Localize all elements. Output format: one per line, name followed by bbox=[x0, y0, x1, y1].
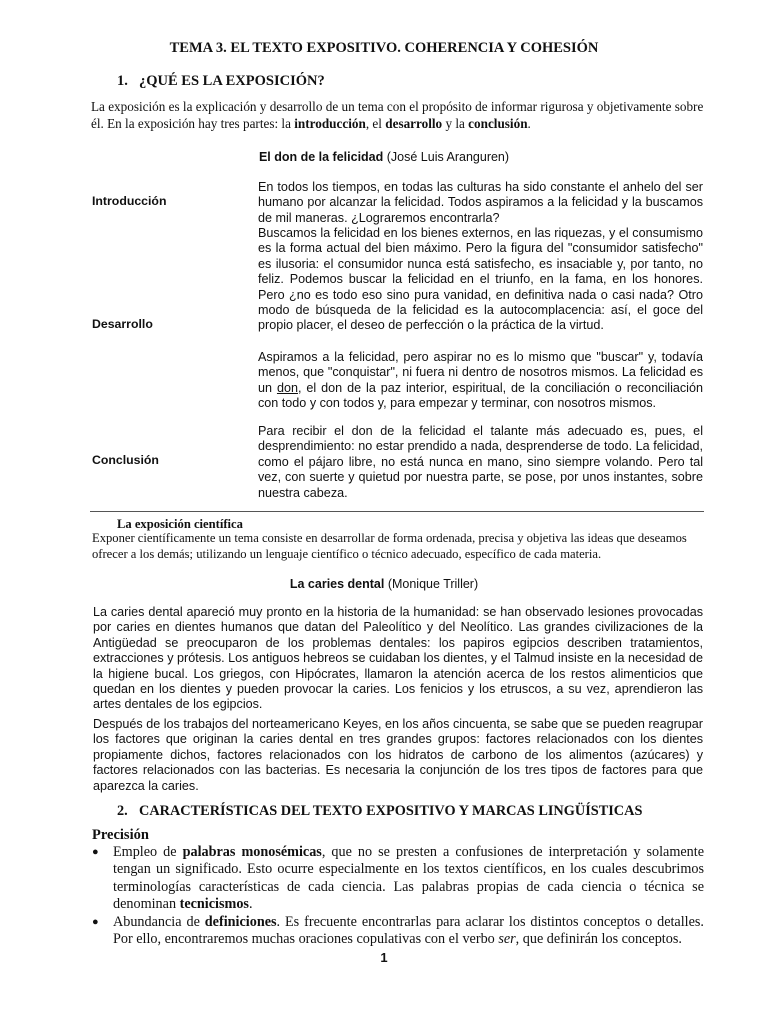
desarrollo-paragraph-1: Buscamos la felicidad en los bienes externos, en las riquezas, y el consumismo es la forma actual del bien máximo. Pero la figura del "consumidor satisfecho" es ilusoria: el consumidor nunca está satisfecho, es insaciable y, por tanto, no feliz. Podemos buscar la felicidad en el triunfo, en la fama, en los honores. Pero ¿no es todo eso sino pura vanidad, en definitiva nada o casi nada? Otro modo de búsqueda de la felicidad es la autocomplacencia: así, el goce del propio placer, el deseo de perfección o la práctica de la virtud. bbox=[258, 226, 703, 333]
intro-text: La exposición es la explicación y desarrollo de un tema con el propósito de informar rigurosa y objetivamente sobre él. En la exposición hay tres partes: la bbox=[91, 99, 704, 131]
characteristics-list bbox=[92, 844, 704, 948]
desarrollo-text: Aspiramos a la felicidad, pero aspirar no es lo mismo que "buscar" y, todavía menos, que "conquistar", ni fuera ni dentro de nosotros mismos. La felicidad es un bbox=[258, 350, 703, 395]
caries-paragraph-2: Después de los trabajos del norteamericano Keyes, en los años cincuenta, se sabe que se pueden reagrupar los factores que originan la caries dental en tres grandes grupos: factores relacionados con los dientes propiamente dichos, factores relacionados con los hidratos de carbono de los alimentos (azúcares) y factores relacionados con las bacterias. Es necesaria la conjunción de los tres tipos de factores para que aparezca la caries. bbox=[93, 717, 703, 793]
bullet-icon: ● bbox=[92, 915, 99, 928]
conclusion-paragraph: Para recibir el don de la felicidad el talante más adecuado es, pues, el desprendimiento: no estar prendido a nada, desprenderse de todo. La felicidad, como el pájaro libre, no está nunca en mano, sino siempre volando. Pero tal vez, con suerte y quietud por nuestra parte, se pose, por unos instantes, sobre nuestra cabeza. bbox=[258, 424, 703, 500]
list-text: Abundancia de bbox=[113, 913, 205, 930]
list-italic-text: ser bbox=[498, 931, 516, 948]
example-2-paragraph-2 bbox=[93, 717, 703, 794]
example-1-title bbox=[0, 150, 768, 164]
precision-subheading: Precisión bbox=[92, 827, 149, 843]
bullet-icon: ● bbox=[92, 846, 99, 858]
intro-paragraph-text: En todos los tiempos, en todas las culturas ha sido constante el anhelo del ser humano por alcanzar la felicidad. Todos aspiramos a la felicidad y la buscamos de mil maneras. ¿Lograremos encontrarla? bbox=[258, 180, 703, 225]
list-item bbox=[92, 914, 704, 949]
example-1-author: (José Luis Aranguren) bbox=[383, 150, 510, 164]
intro-paragraph bbox=[91, 99, 711, 132]
underlined-word-don: don bbox=[276, 380, 298, 395]
section-1-heading bbox=[117, 73, 325, 90]
list-bold-text: palabras monosémicas bbox=[182, 844, 322, 860]
desarrollo-text: , el don de la paz interior, espiritual, de la conciliación o reconciliación con todo y con todos y, para empezar y terminar, con nosotros mismos. bbox=[258, 380, 703, 411]
divider-line bbox=[90, 511, 704, 512]
list-bold-text: tecnicismos bbox=[179, 896, 249, 913]
list-text: . bbox=[248, 896, 253, 913]
desarrollo-paragraph-2 bbox=[258, 350, 703, 412]
intro-bold-conclusion: conclusión bbox=[468, 115, 528, 131]
page-number: 1 bbox=[380, 950, 388, 965]
list-text: Empleo de bbox=[113, 844, 183, 860]
section-1-title: ¿QUÉ ES LA EXPOSICIÓN? bbox=[139, 73, 325, 89]
intro-text: . bbox=[527, 115, 531, 131]
example-1-conclusion-text bbox=[258, 424, 703, 501]
intro-bold-desarrollo: desarrollo bbox=[385, 115, 443, 131]
section-2-title: CARACTERÍSTICAS DEL TEXTO EXPOSITIVO Y MARCAS LINGÜÍSTICAS bbox=[139, 803, 643, 819]
intro-text: y la bbox=[442, 115, 469, 131]
example-1-desarrollo-text-1 bbox=[258, 226, 703, 334]
label-desarrollo: Desarrollo bbox=[92, 317, 153, 331]
intro-text: , el bbox=[365, 115, 386, 131]
label-introduccion: Introducción bbox=[92, 194, 167, 208]
example-2-title bbox=[0, 577, 768, 591]
example-2-author: (Monique Triller) bbox=[384, 577, 479, 591]
section-2-heading bbox=[117, 803, 642, 820]
list-text: . Es frecuente encontrarlas para aclarar los distintos conceptos o detalles. Por ello, encontraremos muchas oraciones copulativas con el verbo bbox=[113, 913, 704, 948]
example-2-title-text: La caries dental bbox=[289, 577, 385, 591]
section-1-number: 1. bbox=[117, 73, 128, 89]
document-title: TEMA 3. EL TEXTO EXPOSITIVO. COHERENCIA Y COHESIÓN bbox=[169, 40, 599, 56]
list-item bbox=[92, 844, 704, 914]
example-1-intro-text bbox=[258, 180, 703, 226]
list-text: , que definirán los conceptos. bbox=[515, 931, 682, 948]
section-2-number: 2. bbox=[117, 803, 128, 819]
list-text: , que no se presten a confusiones de interpretación y solamente tengan un significado. Esto ocurre especialmente en los textos científicos, en los cuales descubrimos terminologías características de cada ciencia. Las palabras propias de cada ciencia o técnica se denominan bbox=[113, 844, 705, 913]
caries-paragraph-1: La caries dental apareció muy pronto en la historia de la humanidad: se han observado lesiones provocadas por caries en dientes humanos que datan del Paleolítico y del Neolítico. Las grandes civilizaciones de la Antigüedad se preocuparon de los problemas dentales: los papiros egipcios describen tratamientos, extracciones y prótesis. Los antiguos hebreos se cuidaban los dientes, y el Talmud insiste en la necesidad de la higiene bucal. Los griegos, con Hipócrates, llamaron la atención acerca de los restos alimenticios que quedan en los dientes y pueden provocar la caries. Los fenicios y los etruscos, a su vez, aprendieron las artes dentales de los egipcios. bbox=[93, 605, 703, 712]
label-conclusion: Conclusión bbox=[92, 453, 159, 467]
intro-bold-introduccion: introducción bbox=[294, 115, 366, 131]
list-bold-text: definiciones bbox=[204, 913, 277, 930]
example-2-paragraph-1 bbox=[93, 605, 703, 713]
scientific-paragraph: Exponer científicamente un tema consiste en desarrollar de forma ordenada, precisa y objetiva las ideas que deseamos ofrecer a los demás; utilizando un lenguaje científico o técnico adecuado, específico de cada materia. bbox=[92, 531, 687, 561]
example-1-title-text: El don de la felicidad bbox=[258, 150, 384, 164]
scientific-heading: La exposición científica bbox=[117, 517, 243, 531]
example-1-desarrollo-text-2 bbox=[258, 350, 703, 412]
